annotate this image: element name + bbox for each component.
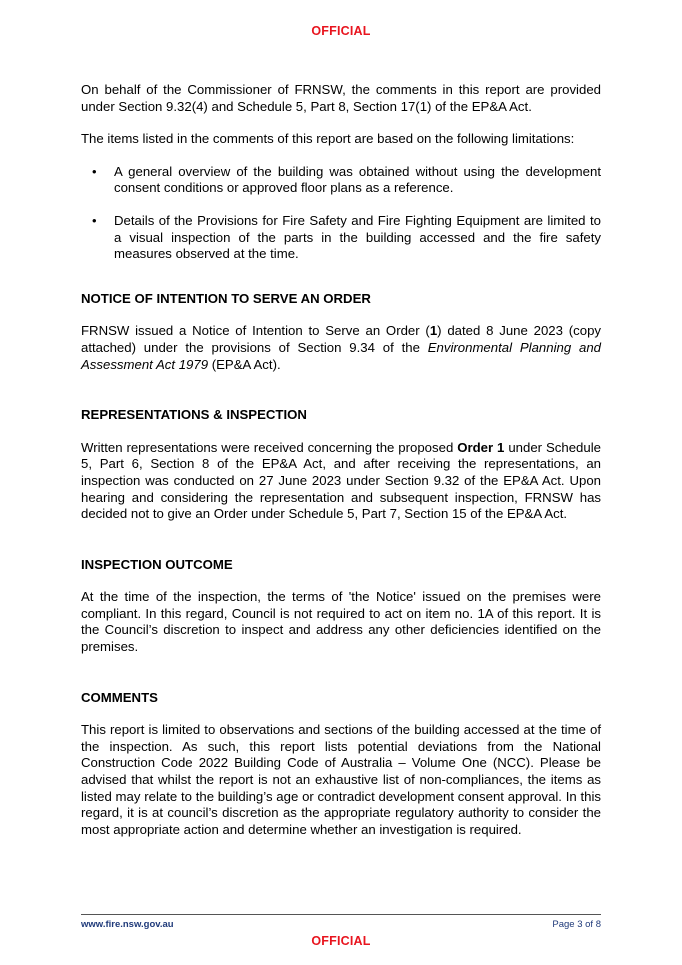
list-item: • A general overview of the building was obtained without using the development consent conditions or approved floor plans as a reference. xyxy=(92,163,601,196)
outcome-paragraph: At the time of the inspection, the terms of 'the Notice' issued on the premises were compliant. In this regard, Council is not required to act on item no. 1A of this report. It is the Council’s discretion to inspect and address any other deficiencies identified on the premises. xyxy=(81,589,601,655)
limitations-list xyxy=(81,164,601,263)
classification-header: OFFICIAL xyxy=(311,24,371,38)
footer-divider xyxy=(81,914,601,915)
section-heading-comments: COMMENTS xyxy=(81,689,158,705)
document-body xyxy=(81,82,601,838)
list-item: • Details of the Provisions for Fire Safety and Fire Fighting Equipment are limited to a visual inspection of the parts in the building accessed and the fire safety measures observed at the time. xyxy=(92,212,601,262)
section-heading-representations: REPRESENTATIONS & INSPECTION xyxy=(81,407,307,423)
classification-footer: OFFICIAL xyxy=(311,934,371,948)
intro-paragraph: On behalf of the Commissioner of FRNSW, the comments in this report are provided under Section 9.32(4) and Schedule 5, Part 8, Section 17(1) of the EP&A Act. xyxy=(81,82,601,114)
limitations-intro: The items listed in the comments of this report are based on the following limitations: xyxy=(81,131,575,147)
section-heading-outcome: INSPECTION OUTCOME xyxy=(81,556,233,572)
notice-paragraph: FRNSW issued a Notice of Intention to Serve an Order (1) dated 8 June 2023 (copy attached) under the provisions of Section 9.34 of the Environmental Planning and Assessment Act 1979 (EP&A Act). xyxy=(81,323,601,372)
bullet-icon: • xyxy=(92,163,97,179)
representations-paragraph: Written representations were received concerning the proposed Order 1 under Schedule 5, Part 6, Section 8 of the EP&A Act, and after receiving the representations, an inspection was conducted on 27 June 2023 under Section 9.32 of the EP&A Act. Upon hearing and considering the representation and subsequent inspection, FRNSW has decided not to give an Order under Schedule 5, Part 7, Section 15 of the EP&A Act. xyxy=(81,439,601,522)
comments-paragraph: This report is limited to observations and sections of the building accessed at the time of the inspection. As such, this report lists potential deviations from the National Construction Code 2022 Building Code of Australia – Volume One (NCC). Please be advised that whilst the report is not an exhaustive list of non-compliances, the items as listed may relate to the building’s age or contradict development consent approval. In this regard, it is at council’s discretion as the appropriate regulatory authority to consider the most appropriate action and determine whether an investigation is required. xyxy=(81,722,601,837)
section-heading-notice: NOTICE OF INTENTION TO SERVE AN ORDER xyxy=(81,290,371,306)
bullet-icon: • xyxy=(92,212,97,228)
page-number: Page 3 of 8 xyxy=(552,919,601,930)
footer-website-link[interactable]: www.fire.nsw.gov.au xyxy=(81,919,174,930)
